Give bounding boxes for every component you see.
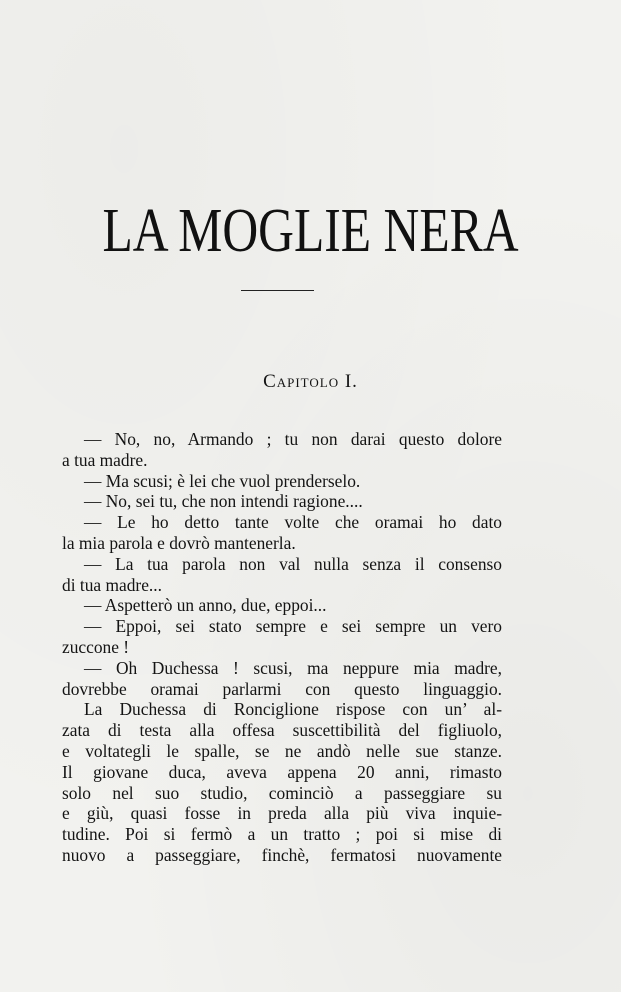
chapter-heading: Capitolo I. bbox=[263, 371, 358, 392]
book-title: LA MOGLIE NERA bbox=[102, 197, 519, 265]
text-line: la mia parola e dovrò mantenerla. bbox=[62, 532, 296, 553]
text-line: — Oh Duchessa ! scusi, ma neppure mia madre, bbox=[84, 657, 502, 678]
text-line: — La tua parola non val nulla senza il consenso bbox=[84, 553, 502, 574]
text-line: a tua madre. bbox=[62, 449, 148, 470]
chapter-body-text bbox=[62, 429, 502, 866]
text-line: tudine. Poi si fermò a un tratto ; poi si mise di bbox=[62, 824, 502, 845]
text-line: — Eppoi, sei stato sempre e sei sempre un vero bbox=[84, 616, 502, 637]
text-line: — No, no, Armando ; tu non darai questo dolore bbox=[84, 429, 502, 449]
text-line: — No, sei tu, che non intendi ragione.... bbox=[84, 491, 363, 512]
text-line: dovrebbe oramai parlarmi con questo linguaggio. bbox=[62, 678, 502, 699]
text-line: — Aspetterò un anno, due, eppoi... bbox=[84, 595, 327, 616]
text-line: e giù, quasi fosse in preda alla più viva inquie- bbox=[62, 803, 502, 824]
text-line: — Ma scusi; è lei che vuol prenderselo. bbox=[84, 470, 361, 491]
text-line: nuovo a passeggiare, finchè, fermatosi nuovamente bbox=[62, 844, 502, 865]
text-line: zata di testa alla offesa suscettibilità del figliuolo, bbox=[62, 720, 502, 741]
text-line: La Duchessa di Ronciglione rispose con un’ al- bbox=[84, 699, 502, 720]
text-line: e voltategli le spalle, se ne andò nelle sue stanze. bbox=[62, 740, 502, 761]
title-divider bbox=[241, 290, 314, 291]
text-line: solo nel suo studio, cominciò a passeggiare su bbox=[62, 782, 502, 803]
text-line: Il giovane duca, aveva appena 20 anni, rimasto bbox=[62, 761, 502, 782]
text-line: zuccone ! bbox=[62, 636, 130, 657]
text-line: di tua madre... bbox=[62, 574, 162, 595]
text-line: — Le ho detto tante volte che oramai ho dato bbox=[84, 512, 502, 533]
